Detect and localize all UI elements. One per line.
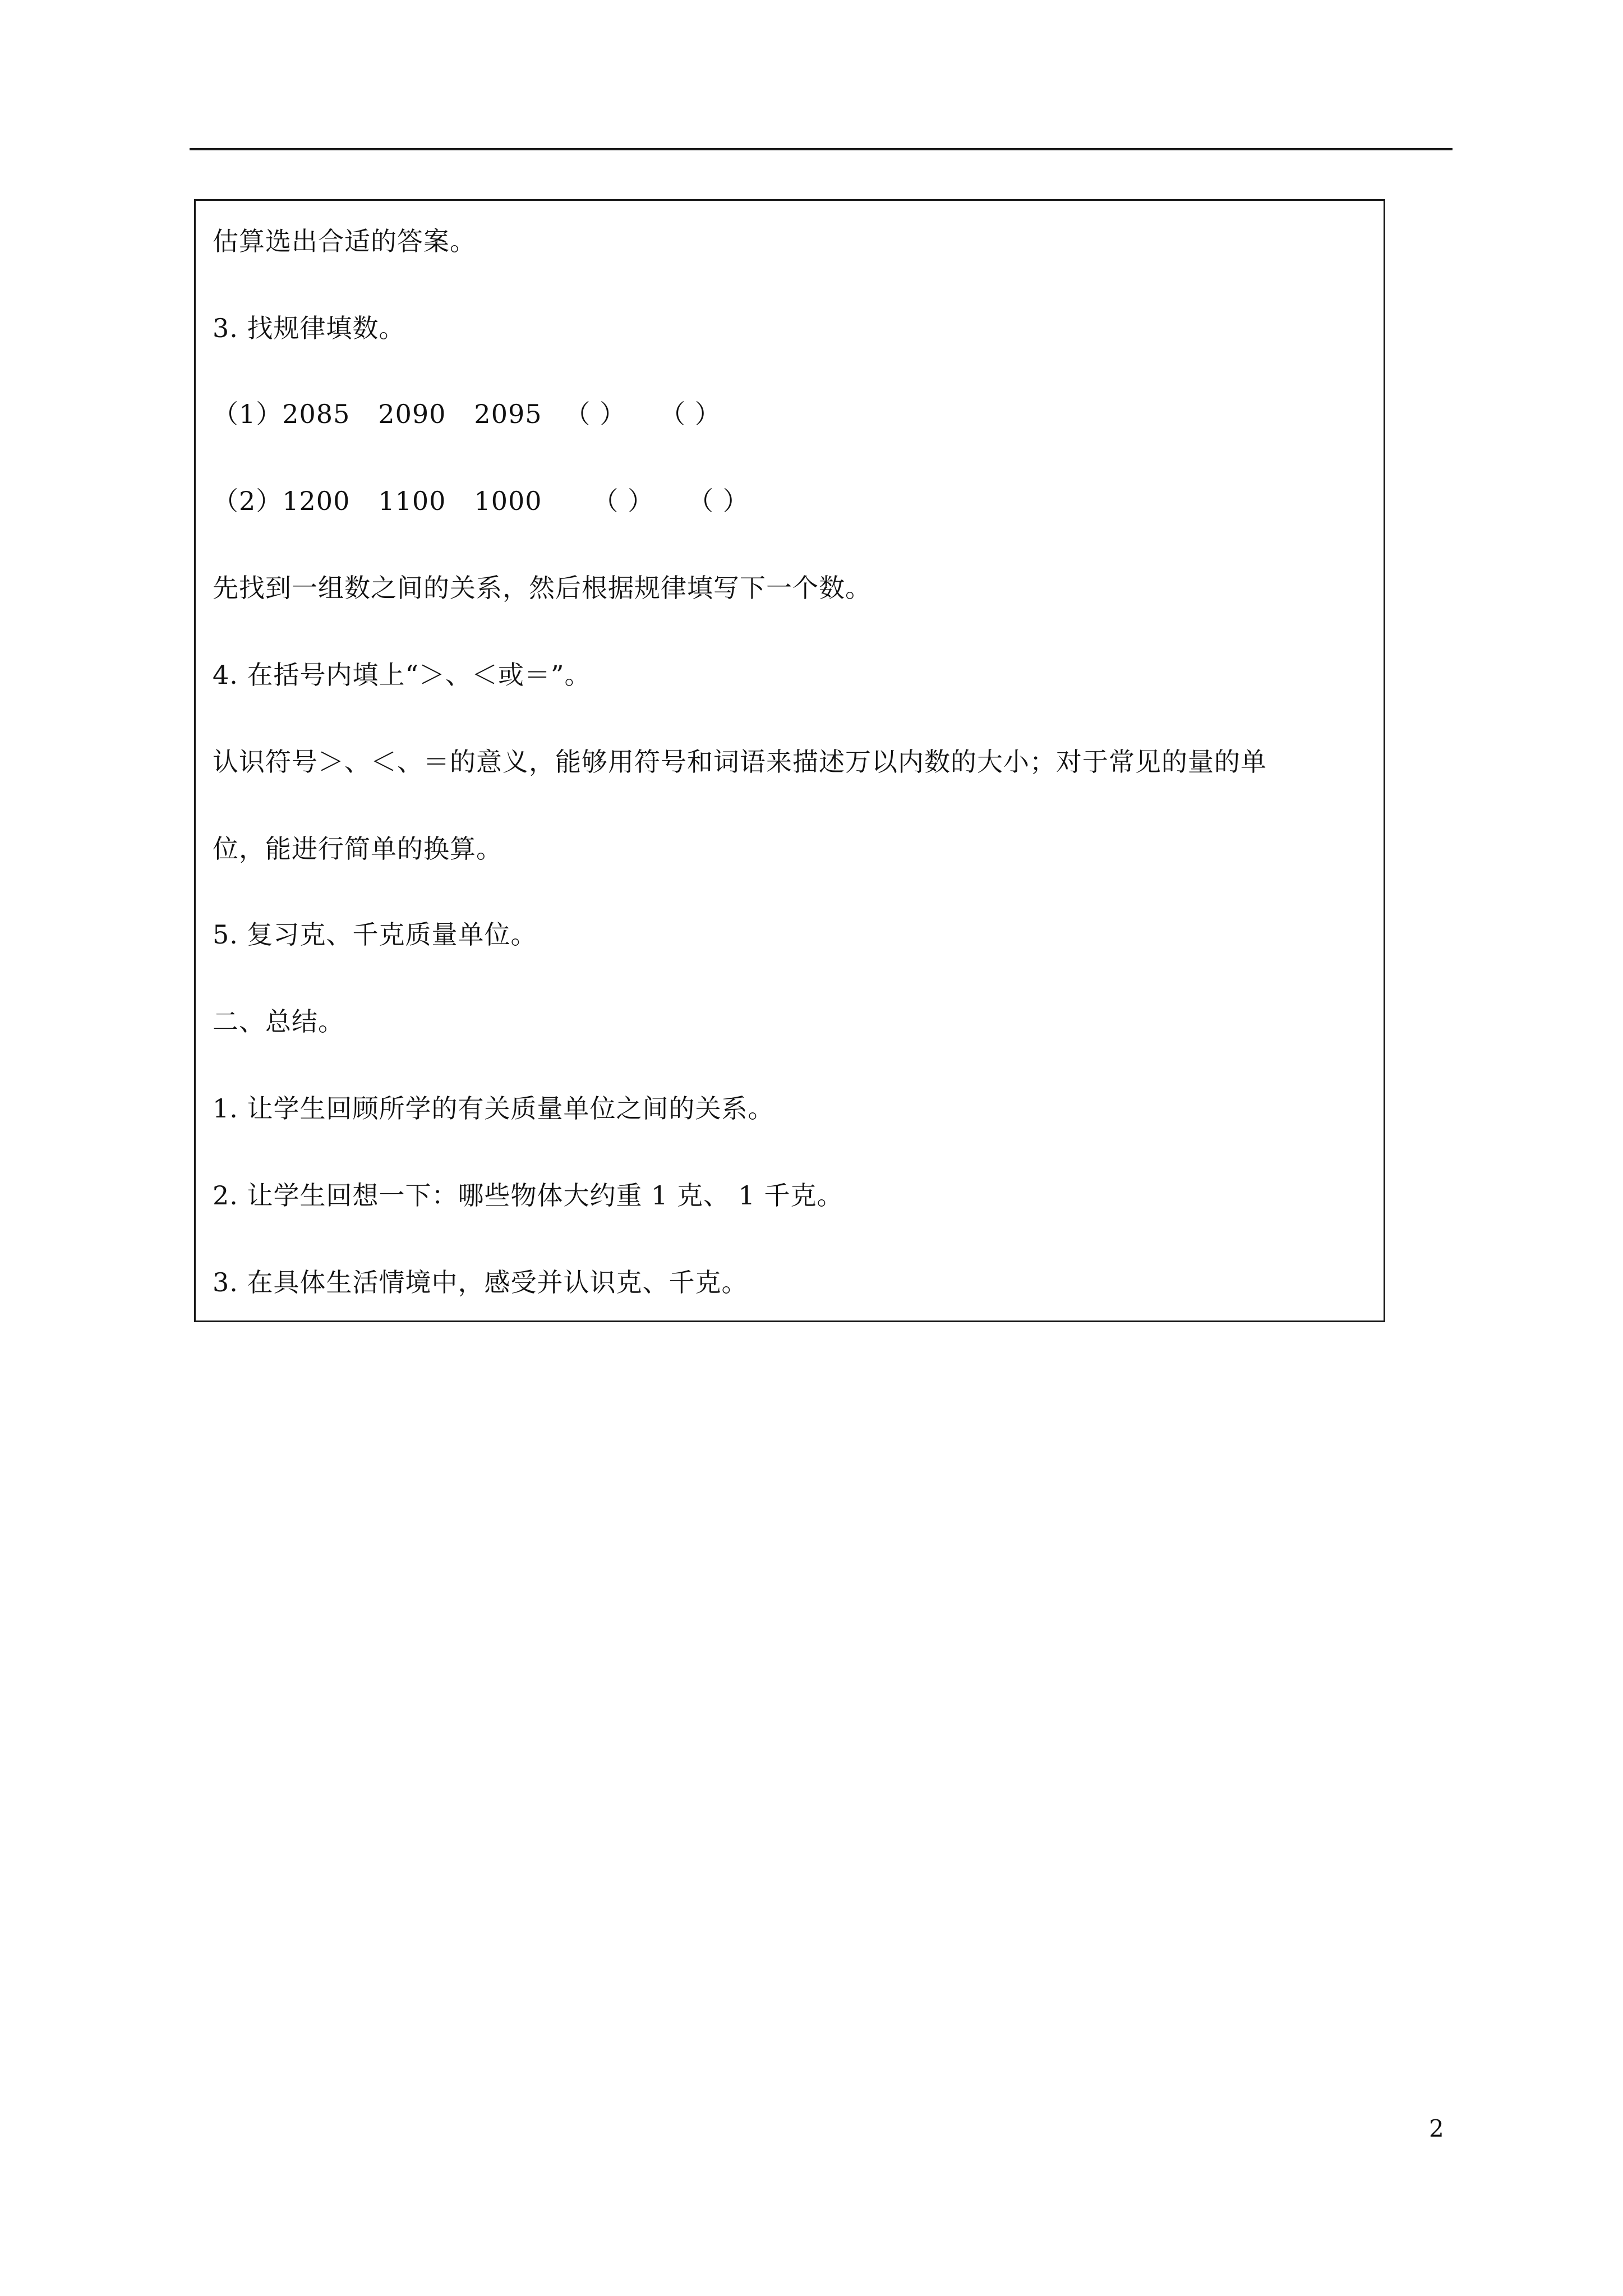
- sequence-2-blank-2[interactable]: （ ）: [688, 486, 749, 516]
- item-4-heading: 4. 在括号内填上“＞、＜或＝”。: [213, 660, 591, 690]
- summary-point-3: 3. 在具体生活情境中，感受并认识克、千克。: [213, 1267, 748, 1297]
- sequence-2-blank-1[interactable]: （ ）: [592, 486, 654, 516]
- pattern-hint: 先找到一组数之间的关系，然后根据规律填写下一个数。: [213, 573, 872, 603]
- sequence-1-blank-1[interactable]: （ ）: [564, 399, 626, 429]
- sequence-1-third: 2095: [474, 399, 542, 429]
- symbol-explanation-line-1: 认识符号＞、＜、＝的意义，能够用符号和词语来描述万以内数的大小；对于常见的量的单: [213, 747, 1267, 777]
- item-5-heading: 5. 复习克、千克质量单位。: [213, 919, 537, 950]
- header-rule: [190, 148, 1453, 150]
- sequence-2: [213, 484, 749, 518]
- sequence-2-third: 1000: [474, 486, 542, 516]
- estimate-instruction: 估算选出合适的答案。: [213, 226, 476, 256]
- sequence-2-start: （2）1200: [213, 486, 351, 516]
- sequence-1: [213, 397, 721, 431]
- sequence-1-start: （1）2085: [213, 399, 351, 429]
- summary-heading: 二、总结。: [213, 1006, 344, 1037]
- sequence-1-second: 2090: [378, 399, 446, 429]
- sequence-2-second: 1100: [378, 486, 446, 516]
- summary-point-1: 1. 让学生回顾所学的有关质量单位之间的关系。: [213, 1093, 774, 1124]
- item-3-heading: 3. 找规律填数。: [213, 313, 405, 343]
- lesson-content-box: [194, 199, 1385, 1322]
- symbol-explanation-line-2: 位，能进行简单的换算。: [213, 834, 502, 864]
- sequence-1-blank-2[interactable]: （ ）: [660, 399, 721, 429]
- page-number: 2: [1429, 2115, 1444, 2142]
- summary-point-2: 2. 让学生回想一下：哪些物体大约重 1 克、 1 千克。: [213, 1180, 843, 1211]
